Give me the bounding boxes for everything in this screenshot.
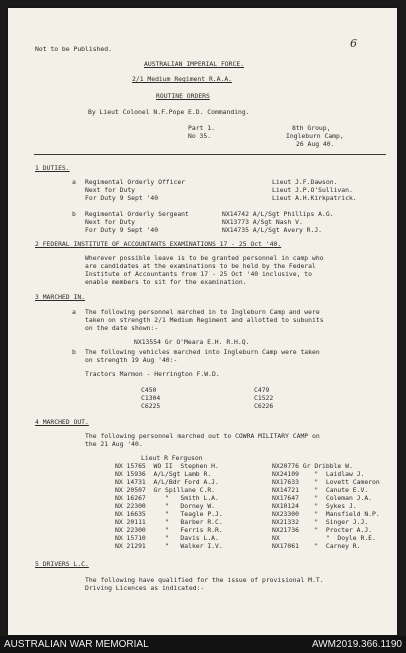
force-name: AUSTRALIAN IMPERIAL FORCE.: [144, 60, 245, 68]
marched-out-body-line: the 21 Aug '40.: [85, 440, 143, 448]
vehicle-number: C6226: [254, 402, 274, 410]
section-drivers-heading: 5 DRIVERS L.C.: [35, 560, 89, 568]
page-number: 6: [350, 37, 357, 50]
duties-a-name: Lieut A.H.Kirkpatrick.: [272, 194, 357, 202]
document-page: [8, 8, 397, 635]
marched-out-entry: NX " Doyle R.E.: [272, 534, 376, 542]
marched-out-officer: Lieut R Ferguson: [141, 454, 203, 462]
marched-out-entry: NX17633 " Lovett Cameron: [272, 478, 380, 486]
marched-in-entry: NX13554 Gr O'Meara E.H. R.H.Q.: [134, 338, 250, 346]
exams-body-line: are candidates at the examinations to be held by the Federal: [85, 262, 316, 270]
vehicle-number: C1304: [141, 394, 161, 402]
duties-a-line: For Duty 9 Sept '40: [85, 194, 159, 202]
marched-in-a-label: a: [72, 308, 76, 316]
marched-out-entry: NX21736 " Procter A.J.: [272, 526, 373, 534]
regiment-name: 2/1 Medium Regiment R.A.A.: [132, 75, 233, 83]
marched-in-b-line: on strength 19 Aug '40:-: [85, 356, 178, 364]
duties-a-label: a: [72, 178, 76, 186]
footer-accession-number: AWM2019.366.1190: [311, 639, 402, 650]
marched-in-b-label: b: [72, 348, 76, 356]
marched-out-entry: NX10124 " Sykes J.: [272, 502, 357, 510]
marched-out-entry: NX17061 " Carney R.: [272, 542, 361, 550]
duties-a-line: Next for Duty: [85, 186, 136, 194]
duties-b-line: For Duty 9 Sept '40: [85, 226, 159, 234]
exams-body-line: enable members to sit for the examination.: [85, 278, 247, 286]
marched-out-entry: NX21332 " Singer J.J.: [272, 518, 369, 526]
vehicle-number: C450: [141, 386, 157, 394]
marched-out-entry: NX 20111 " Barber R.C.: [115, 518, 223, 526]
duties-a-line: Regimental Orderly Officer: [85, 178, 186, 186]
part-label: Part 1.: [188, 124, 215, 132]
duties-b-line: Regimental Orderly Sergeant: [85, 210, 189, 218]
drivers-body-line: Driving Licences as indicated:-: [85, 584, 205, 592]
vehicle-number: C6225: [141, 402, 161, 410]
drivers-body-line: The following have qualified for the issue of provisional M.T.: [85, 576, 324, 584]
duties-a-name: Lieut J.P.O'Sullivan.: [272, 186, 353, 194]
section-exams-heading: 2 FEDERAL INSTITUTE OF ACCOUNTANTS EXAMINATIONS 17 - 25 Oct '40.: [35, 240, 282, 248]
order-date: 26 Aug 40.: [296, 140, 335, 148]
location-line-2: Ingleburn Camp,: [286, 132, 344, 140]
document-title: ROUTINE ORDERS: [156, 92, 210, 100]
marched-out-entry: NX24109 " Laidlaw J.: [272, 470, 365, 478]
duties-b-line: Next for Duty: [85, 218, 136, 226]
exams-body-line: Wherever possible leave is to be granted personnel in camp who: [85, 254, 324, 262]
vehicle-number: C1522: [254, 394, 274, 402]
duties-b-name: NX13773 A/Sgt Nash V.: [222, 218, 303, 226]
order-number: No 35.: [188, 132, 212, 140]
marched-in-a-line: taken on strength 2/1 Medium Regiment and allotted to subunits: [85, 316, 324, 324]
marched-out-entry: NX 20507 Gr Spillane C.R.: [115, 486, 216, 494]
section-marched-in-heading: 3 MARCHED IN.: [35, 293, 86, 301]
marched-out-entry: NX 16267 " Smith L.A.: [115, 494, 219, 502]
section-duties-heading: 1 DUTIES.: [35, 164, 70, 172]
vehicle-number: C479: [254, 386, 270, 394]
marched-out-entry: NX 15710 " Davis L.A.: [115, 534, 219, 542]
commanding-line: By Lieut Colonel N.F.Pope E.D. Commanding.: [88, 108, 250, 116]
marched-out-entry: NX 15936 A/L/Sgt Lamb R.: [115, 470, 212, 478]
duties-a-name: Lieut J.F.Dawson.: [272, 178, 338, 186]
duties-b-name: NX14742 A/L/Sgt Phillips A.G.: [222, 210, 334, 218]
marched-out-entry: NX17647 " Coleman J.A.: [272, 494, 373, 502]
marched-out-entry: NX14721 " Canute E.V.: [272, 486, 369, 494]
footer-source: AUSTRALIAN WAR MEMORIAL: [4, 639, 149, 650]
duties-b-name: NX14735 A/L/Sgt Avery R.J.: [222, 226, 323, 234]
marched-in-a-line: on the date shown:-: [85, 324, 159, 332]
duties-b-label: b: [72, 210, 76, 218]
archive-footer: [0, 636, 406, 653]
exams-body-line: Institute of Accountants from 17 - 25 Oct '40 inclusive, to: [85, 270, 313, 278]
marched-out-entry: NX20776 Gr Dribble W.: [272, 462, 353, 470]
marched-out-entry: NX 14731 A/L/Bdr Ford A.J.: [115, 478, 219, 486]
marched-out-entry: NX 22300 " Ferris R.R.: [115, 526, 223, 534]
marched-in-b-line: The following vehicles marched into Ingleburn Camp were taken: [85, 348, 320, 356]
marched-out-entry: NX 15765 WO II Stephen H.: [115, 462, 219, 470]
marched-out-entry: NX 22300 " Dorney W.: [115, 502, 216, 510]
marched-out-entry: NX23300 " Mansfield N.P.: [272, 510, 380, 518]
header-divider: [34, 154, 386, 155]
marched-in-a-line: The following personnel marched in to Ingleburn Camp and were: [85, 308, 320, 316]
marched-out-entry: NX 16635 " Teagle P.J.: [115, 510, 223, 518]
not-published-note: Not to be Published.: [35, 45, 112, 53]
marched-out-body-line: The following personnel marched out to COWRA MILITARY CAMP on: [85, 432, 320, 440]
vehicles-heading: Tractors Marmon - Herrington F.W.D.: [85, 370, 220, 378]
section-marched-out-heading: 4 MARCHED OUT.: [35, 418, 89, 426]
location-line-1: 8th Group,: [292, 124, 331, 132]
marched-out-entry: NX 21291 " Walker I.V.: [115, 542, 223, 550]
